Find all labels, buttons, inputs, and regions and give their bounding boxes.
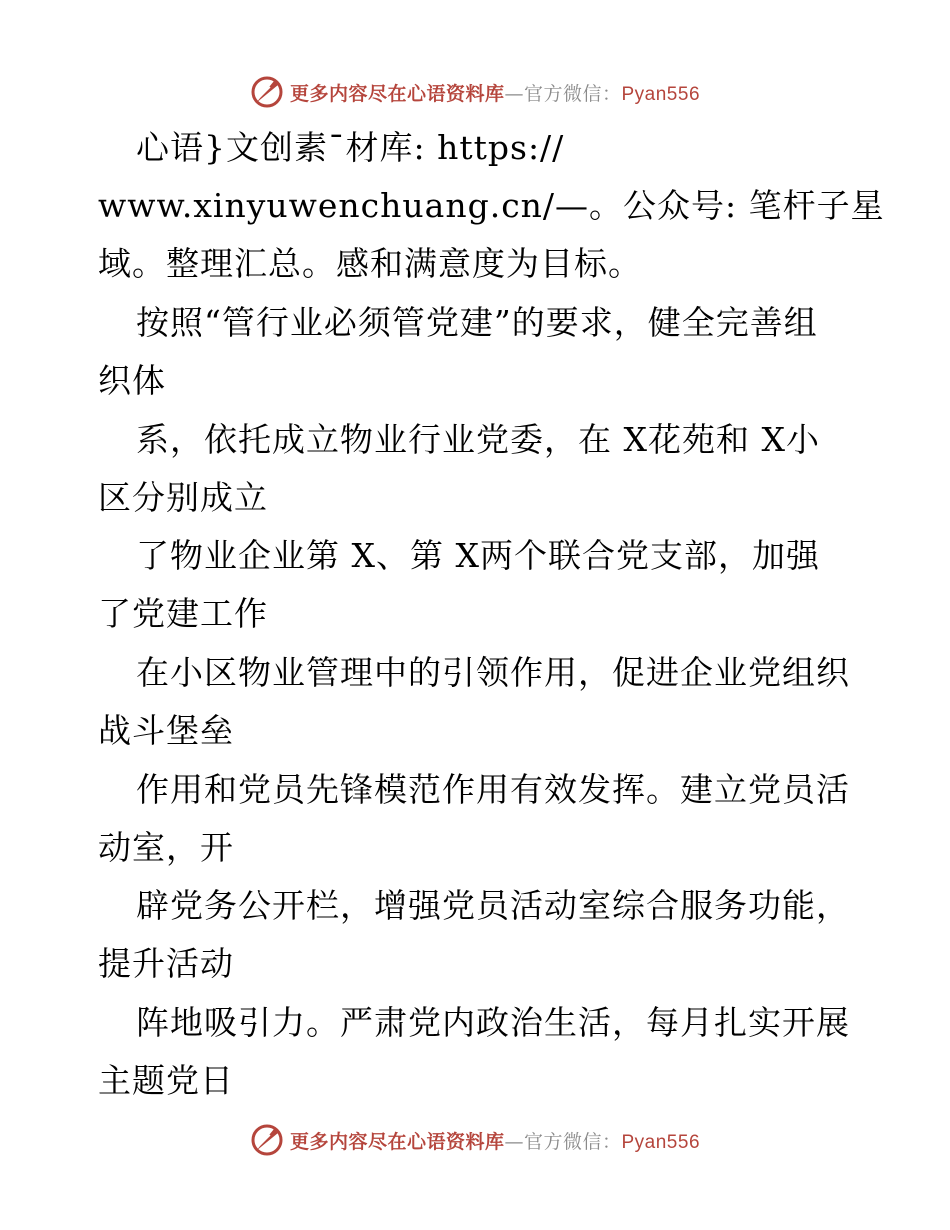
body-line-11: 战斗堡垒 xyxy=(98,711,234,750)
body-line-6: 系，依托成立物业行业党委，在 X花苑和 X小 xyxy=(136,420,820,459)
body-line-13: 动室，开 xyxy=(98,828,234,867)
body-line-16: 阵地吸引力。严肃党内政治生活，每月扎实开展 xyxy=(136,1003,850,1042)
body-line-1: 心语}文创素¯材库: https:// xyxy=(136,128,565,167)
body-line-3: 域。整理汇总。感和满意度为目标。 xyxy=(98,244,642,283)
body-line-5: 织体 xyxy=(98,361,166,400)
footer-wechat-id: Pyan556 xyxy=(621,1131,701,1153)
body-line-10: 在小区物业管理中的引领作用，促进企业党组织 xyxy=(136,653,850,692)
body-line-17: 主题党日 xyxy=(98,1061,234,1100)
body-line-2: www.xinyuwenchuang.cn/—。公众号: 笔杆子星 xyxy=(98,186,885,225)
body-line-7: 区分别成立 xyxy=(98,478,268,517)
footer-wechat-label: 官方微信： xyxy=(523,1130,622,1153)
header-banner-dash: — xyxy=(504,82,524,105)
header-wechat-label: 官方微信： xyxy=(523,82,622,105)
header-banner-content xyxy=(250,75,700,109)
footer-banner-dash: — xyxy=(504,1130,524,1153)
body-line-4: 按照“管行业必须管党建”的要求，健全完善组 xyxy=(136,303,818,342)
header-banner-main: 更多内容尽在心语资料库 xyxy=(289,82,505,105)
footer-banner-content xyxy=(250,1123,700,1157)
body-line-14: 辟党务公开栏，增强党员活动室综合服务功能， xyxy=(136,886,850,925)
body-line-8: 了物业企业第 X、第 X两个联合党支部，加强 xyxy=(136,536,820,575)
header-banner xyxy=(0,72,950,112)
header-wechat-id: Pyan556 xyxy=(621,83,701,105)
footer-banner-text xyxy=(290,1127,700,1154)
footer-banner xyxy=(0,1120,950,1160)
quill-pen-circle-icon xyxy=(250,1123,284,1157)
footer-banner-main: 更多内容尽在心语资料库 xyxy=(289,1130,505,1153)
body-line-9: 了党建工作 xyxy=(98,594,268,633)
body-line-12: 作用和党员先锋模范作用有效发挥。建立党员活 xyxy=(136,770,850,809)
quill-pen-circle-icon xyxy=(250,75,284,109)
header-banner-text xyxy=(290,79,700,106)
body-line-15: 提升活动 xyxy=(98,944,234,983)
